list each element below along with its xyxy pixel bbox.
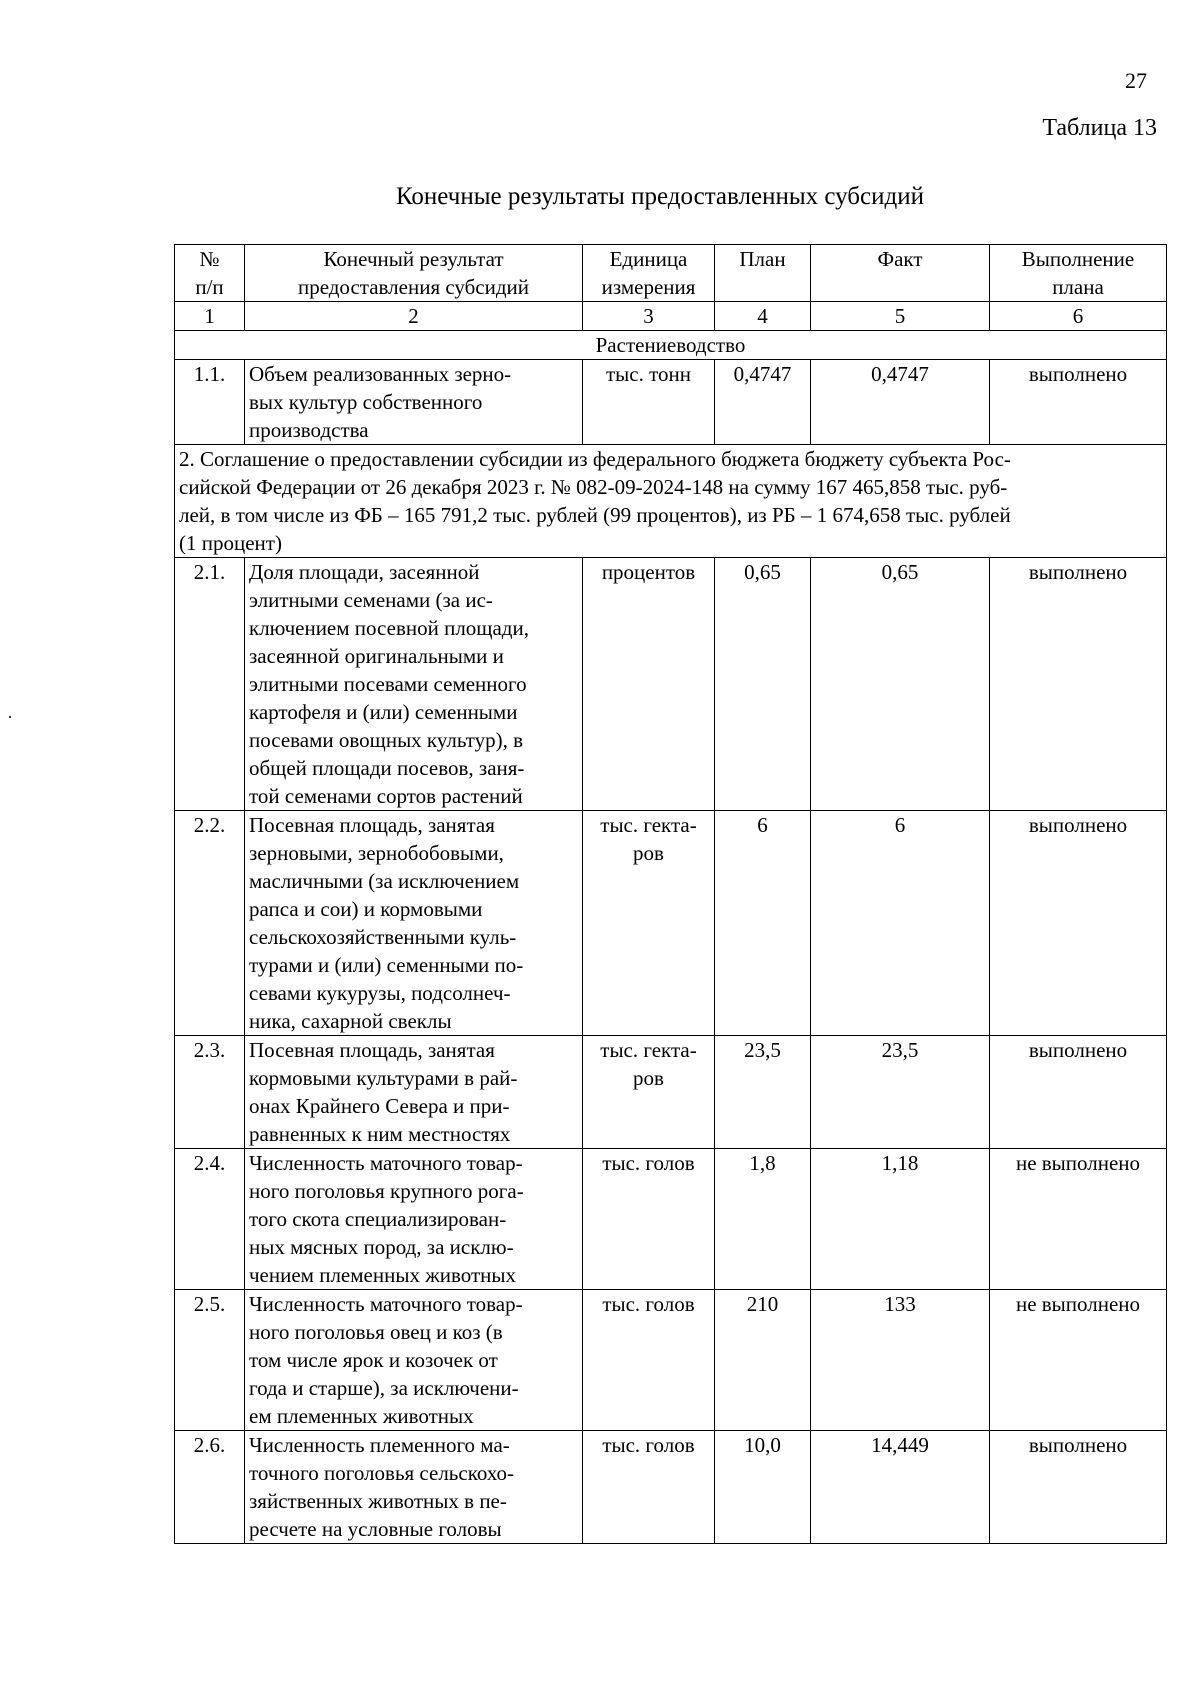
- table-row: [175, 1149, 1167, 1290]
- section-row: [175, 331, 1167, 360]
- unit-cell: [583, 811, 715, 1036]
- table-row: [175, 1431, 1167, 1544]
- header-unit-line: измерения: [601, 275, 696, 299]
- description-line: ного поголовья крупного рога-: [249, 1179, 524, 1203]
- description-line: Объем реализованных зерно-: [249, 362, 512, 386]
- header-plan-line: План: [739, 247, 786, 271]
- description-line: Доля площади, засеянной: [249, 560, 480, 584]
- scan-speck: [9, 716, 11, 718]
- description-line: того скота специализирован-: [249, 1207, 507, 1231]
- unit-line: тыс. тонн: [606, 362, 691, 386]
- fact-cell: 6: [811, 811, 990, 1036]
- description-line: ных мясных пород, за исклю-: [249, 1235, 514, 1259]
- unit-cell: [583, 1290, 715, 1431]
- result-description: [245, 811, 583, 1036]
- header-result-line: Конечный результат: [323, 247, 504, 271]
- agreement-line: сийской Федерации от 26 декабря 2023 г. № 082-09-2024-148 на сумму 167 465,858 тыс. руб-: [179, 475, 1008, 499]
- column-number-row: [175, 302, 1167, 331]
- column-number: 3: [583, 302, 715, 331]
- agreement-line: (1 процент): [179, 531, 282, 555]
- agreement-line: лей, в том числе из ФБ – 165 791,2 тыс. рублей (99 процентов), из РБ – 1 674,658 тыс. рублей: [179, 503, 1011, 527]
- description-line: чением племенных животных: [249, 1263, 516, 1287]
- description-line: рапса и сои) и кормовыми: [249, 897, 483, 921]
- header-row: [175, 245, 1167, 302]
- description-line: кормовыми культурами в рай-: [249, 1066, 518, 1090]
- column-number: 1: [175, 302, 245, 331]
- description-line: турами и (или) семенными по-: [249, 953, 524, 977]
- description-line: засеянной оригинальными и: [249, 644, 504, 668]
- status-cell: выполнено: [990, 1431, 1167, 1544]
- description-line: элитными посевами семенного: [249, 672, 527, 696]
- plan-cell: 6: [715, 811, 811, 1036]
- unit-cell: [583, 360, 715, 445]
- row-number: 2.1.: [175, 558, 245, 811]
- header-unit-line: Единица: [609, 247, 688, 271]
- agreement-row: [175, 445, 1167, 558]
- result-description: [245, 1149, 583, 1290]
- description-line: севами кукурузы, подсолнеч-: [249, 981, 511, 1005]
- description-line: масличными (за исключением: [249, 869, 520, 893]
- description-line: ем племенных животных: [249, 1404, 474, 1428]
- description-line: посевами овощных культур), в: [249, 728, 523, 752]
- description-line: зяйственных животных в пе-: [249, 1489, 507, 1513]
- unit-line: тыс. голов: [602, 1151, 695, 1175]
- fact-cell: 0,65: [811, 558, 990, 811]
- header-num-line: п/п: [195, 275, 224, 299]
- plan-cell: 0,65: [715, 558, 811, 811]
- plan-cell: 1,8: [715, 1149, 811, 1290]
- description-line: той семенами сортов растений: [249, 784, 523, 808]
- table-row: [175, 1290, 1167, 1431]
- description-line: Посевная площадь, занятая: [249, 813, 495, 837]
- unit-line: ров: [633, 1066, 664, 1090]
- unit-line: процентов: [601, 560, 696, 584]
- unit-line: тыс. гекта-: [600, 813, 697, 837]
- result-description: [245, 1431, 583, 1544]
- table-row: [175, 811, 1167, 1036]
- header-fact: [811, 245, 990, 302]
- section-title: Растениеводство: [175, 331, 1167, 360]
- status-cell: выполнено: [990, 558, 1167, 811]
- header-fact-line: Факт: [877, 247, 923, 271]
- plan-cell: 23,5: [715, 1036, 811, 1149]
- description-line: общей площади посевов, заня-: [249, 756, 525, 780]
- plan-cell: 210: [715, 1290, 811, 1431]
- result-description: [245, 360, 583, 445]
- status-cell: не выполнено: [990, 1290, 1167, 1431]
- unit-cell: [583, 1431, 715, 1544]
- table-row: [175, 558, 1167, 811]
- header-num-line: №: [199, 247, 220, 271]
- description-line: ника, сахарной свеклы: [249, 1009, 452, 1033]
- fact-cell: 14,449: [811, 1431, 990, 1544]
- description-line: зерновыми, зернобобовыми,: [249, 841, 504, 865]
- unit-cell: [583, 1149, 715, 1290]
- status-cell: выполнено: [990, 360, 1167, 445]
- fact-cell: 0,4747: [811, 360, 990, 445]
- row-number: 2.4.: [175, 1149, 245, 1290]
- description-line: ключением посевной площади,: [249, 616, 529, 640]
- page-number: 27: [1125, 68, 1147, 93]
- description-line: Посевная площадь, занятая: [249, 1038, 495, 1062]
- row-number: 2.5.: [175, 1290, 245, 1431]
- row-number: 2.2.: [175, 811, 245, 1036]
- column-number: 6: [990, 302, 1167, 331]
- row-number: 2.3.: [175, 1036, 245, 1149]
- fact-cell: 133: [811, 1290, 990, 1431]
- description-line: Численность маточного товар-: [249, 1151, 523, 1175]
- results-table: [174, 244, 1167, 1544]
- description-line: точного поголовья сельскохо-: [249, 1461, 515, 1485]
- unit-cell: [583, 558, 715, 811]
- header-unit: [583, 245, 715, 302]
- header-completion-line: плана: [1052, 275, 1104, 299]
- description-line: вых культур собственного: [249, 390, 483, 414]
- result-description: [245, 1290, 583, 1431]
- description-line: том числе ярок и козочек от: [249, 1348, 498, 1372]
- header-num: [175, 245, 245, 302]
- description-line: элитными семенами (за ис-: [249, 588, 493, 612]
- description-line: производства: [249, 418, 369, 442]
- header-plan: [715, 245, 811, 302]
- agreement-text: [175, 445, 1167, 558]
- column-number: 2: [245, 302, 583, 331]
- description-line: Численность маточного товар-: [249, 1292, 523, 1316]
- status-cell: выполнено: [990, 1036, 1167, 1149]
- description-line: года и старше), за исключени-: [249, 1376, 519, 1400]
- header-result-line: предоставления субсидий: [297, 275, 530, 299]
- row-number: 2.6.: [175, 1431, 245, 1544]
- description-line: онах Крайнего Севера и при-: [249, 1094, 510, 1118]
- plan-cell: 10,0: [715, 1431, 811, 1544]
- table-label: Таблица 13: [1042, 115, 1157, 141]
- header-result: [245, 245, 583, 302]
- description-line: ресчете на условные головы: [249, 1517, 502, 1541]
- header-completion-line: Выполнение: [1021, 247, 1135, 271]
- unit-line: тыс. голов: [602, 1292, 695, 1316]
- description-line: ного поголовья овец и коз (в: [249, 1320, 503, 1344]
- unit-line: тыс. гекта-: [600, 1038, 697, 1062]
- row-number: 1.1.: [175, 360, 245, 445]
- description-line: равненных к ним местностях: [249, 1122, 511, 1146]
- column-number: 4: [715, 302, 811, 331]
- table-row: [175, 360, 1167, 445]
- unit-line: ров: [633, 841, 664, 865]
- unit-cell: [583, 1036, 715, 1149]
- agreement-line: 2. Соглашение о предоставлении субсидии из федерального бюджета бюджету субъекта Рос-: [179, 447, 1011, 471]
- plan-cell: 0,4747: [715, 360, 811, 445]
- fact-cell: 23,5: [811, 1036, 990, 1149]
- status-cell: выполнено: [990, 811, 1167, 1036]
- document-title: Конечные результаты предоставленных субсидий: [396, 183, 924, 210]
- description-line: сельскохозяйственными куль-: [249, 925, 517, 949]
- description-line: Численность племенного ма-: [249, 1433, 510, 1457]
- status-cell: не выполнено: [990, 1149, 1167, 1290]
- result-description: [245, 1036, 583, 1149]
- table-row: [175, 1036, 1167, 1149]
- fact-cell: 1,18: [811, 1149, 990, 1290]
- description-line: картофеля и (или) семенными: [249, 700, 518, 724]
- result-description: [245, 558, 583, 811]
- unit-line: тыс. голов: [602, 1433, 695, 1457]
- column-number: 5: [811, 302, 990, 331]
- header-completion: [990, 245, 1167, 302]
